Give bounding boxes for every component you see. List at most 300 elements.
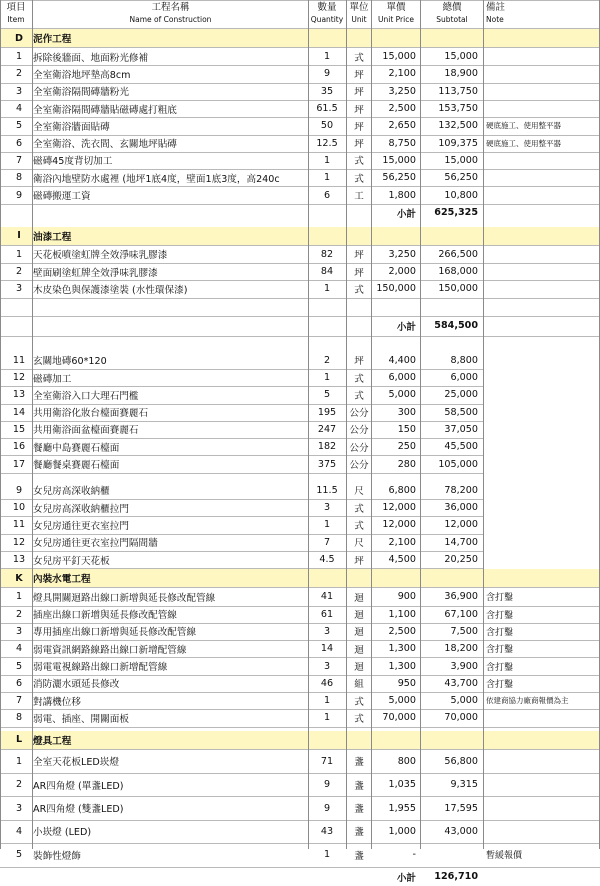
section-title: 內裝水電工程 [33, 574, 91, 586]
subtotal-label: 小計 [396, 872, 416, 884]
item-name: 磁磚搬運工資 [33, 191, 91, 203]
item-number: 13 [12, 554, 26, 566]
item-unit-price: - [412, 849, 416, 861]
item-unit: 式 [354, 696, 364, 708]
item-number: 11 [12, 354, 26, 366]
item-quantity: 9 [323, 779, 331, 791]
item-number: 3 [15, 625, 23, 637]
table-row [0, 404, 600, 421]
item-number: 4 [15, 643, 23, 655]
section-header-l [0, 731, 600, 749]
section-code: L [15, 734, 23, 746]
item-unit: 式 [354, 390, 364, 402]
column-divider [0, 0, 1, 29]
item-unit: 式 [354, 713, 364, 725]
item-unit: 坪 [354, 139, 364, 151]
table-row [0, 534, 600, 551]
item-name: 全室衛浴入口大理石門檻 [33, 390, 139, 402]
item-unit: 迴 [354, 644, 364, 656]
item-note [486, 796, 598, 819]
table-row [0, 640, 600, 657]
table-row [0, 48, 600, 65]
item-name: 木皮染色與保護漆塗裝 (水性環保漆) [33, 284, 188, 296]
item-name: 餐廳中島賽麗石檯面 [33, 442, 120, 454]
item-unit: 坪 [354, 267, 364, 279]
item-unit: 坪 [354, 104, 364, 116]
item-unit: 坪 [354, 555, 364, 567]
item-quantity: 195 [317, 406, 337, 418]
table-row [0, 773, 600, 796]
item-subtotal: 67,100 [444, 608, 478, 620]
item-subtotal: 14,700 [444, 536, 478, 548]
item-unit-price: 2,100 [388, 68, 416, 80]
item-number: 10 [12, 502, 26, 514]
row-divider [0, 298, 600, 299]
header-quantity-zh: 數量 [317, 2, 337, 13]
item-unit-price: 2,100 [388, 536, 416, 548]
subtotal-row-d [0, 204, 600, 222]
item-name: AR四角燈 (雙盞LED) [33, 804, 124, 816]
item-subtotal: 58,500 [444, 406, 478, 418]
item-number: 9 [15, 189, 23, 201]
table-row [0, 438, 600, 455]
table-row [0, 499, 600, 516]
item-quantity: 41 [320, 591, 334, 603]
table-row [0, 675, 600, 692]
item-unit-price: 2,650 [388, 120, 416, 132]
item-unit: 盞 [354, 827, 364, 839]
header-item-en: Item [7, 15, 25, 24]
table-row [0, 623, 600, 640]
section-header-k [0, 569, 600, 587]
table-row [0, 386, 600, 403]
item-name: AR四角燈 (單盞LED) [33, 780, 124, 792]
table-row [0, 455, 600, 472]
table-row [0, 796, 600, 819]
subtotal-label: 小計 [396, 208, 416, 220]
section-header-d [0, 29, 600, 47]
item-name: 全室衛浴牆面貼磚 [33, 121, 110, 133]
item-name: 共用衛浴化妝台檯面賽麗石 [33, 408, 149, 420]
header-price-zh: 單價 [386, 2, 406, 13]
column-divider [346, 0, 347, 29]
subtotal-row-l [0, 868, 600, 886]
item-unit-price: 4,500 [388, 554, 416, 566]
table-row [0, 588, 600, 605]
section-title: 燈具工程 [33, 735, 72, 747]
item-unit: 坪 [354, 87, 364, 99]
item-quantity: 182 [317, 441, 337, 453]
table-row [0, 369, 600, 386]
table-row [0, 186, 600, 203]
table-row [0, 709, 600, 726]
item-note [486, 246, 598, 263]
item-unit-price: 15,000 [382, 154, 416, 166]
item-number: 5 [15, 849, 23, 861]
item-subtotal: 36,900 [444, 591, 478, 603]
item-number: 4 [15, 103, 23, 115]
item-unit: 坪 [354, 69, 364, 81]
item-subtotal: 266,500 [438, 248, 478, 260]
header-name [33, 0, 308, 28]
item-subtotal: 18,200 [444, 643, 478, 655]
item-note: 暫緩報價 [486, 851, 523, 862]
item-subtotal: 109,375 [438, 137, 478, 149]
item-number: 4 [15, 825, 23, 837]
item-unit-price: 15,000 [382, 51, 416, 63]
header-subtotal-zh: 總價 [442, 2, 462, 13]
item-subtotal: 8,800 [450, 354, 478, 366]
item-number: 8 [15, 712, 23, 724]
item-unit-price: 2,500 [388, 625, 416, 637]
item-note: 含打鑿 [486, 645, 514, 656]
item-unit: 迴 [354, 592, 364, 604]
item-name: 對講機位移 [33, 696, 81, 708]
item-quantity: 82 [320, 248, 334, 260]
item-quantity: 12.5 [316, 137, 338, 149]
table-row [0, 606, 600, 623]
item-subtotal: 25,000 [444, 389, 478, 401]
table-row [0, 516, 600, 533]
item-unit-price: 280 [397, 458, 416, 470]
header-unit [347, 0, 371, 28]
item-unit-price: 4,400 [388, 354, 416, 366]
header-unit-en: Unit [351, 15, 367, 24]
item-name: 餐廳餐桌賽麗石檯面 [33, 460, 120, 472]
table-row [0, 692, 600, 709]
item-name: 弱電資訊網路線路出線口新增配管線 [33, 644, 187, 656]
item-unit: 尺 [354, 538, 364, 550]
item-subtotal: 20,250 [444, 554, 478, 566]
header-quantity [308, 0, 346, 28]
item-name: 磁磚45度背切加工 [33, 156, 113, 168]
header-price-en: Unit Price [378, 15, 414, 24]
item-quantity: 1 [323, 172, 331, 184]
item-unit-price: 1,955 [388, 802, 416, 814]
item-name: 共用衛浴面盆檯面賽麗石 [33, 425, 139, 437]
item-name: 女兒房通往更衣室拉門隔間牆 [33, 538, 158, 550]
item-subtotal: 168,000 [438, 266, 478, 278]
item-quantity: 14 [320, 643, 334, 655]
row-divider [0, 336, 600, 337]
item-number: 3 [15, 283, 23, 295]
item-number: 3 [15, 802, 23, 814]
item-quantity: 6 [323, 189, 331, 201]
item-number: 2 [15, 68, 23, 80]
item-unit: 式 [354, 173, 364, 185]
table-row [0, 152, 600, 169]
item-number: 1 [15, 248, 23, 260]
subtotal-value: 584,500 [434, 320, 478, 332]
header-note-zh: 備註 [486, 2, 506, 13]
item-name: 裝飾性燈飾 [33, 850, 81, 862]
item-quantity: 7 [323, 536, 331, 548]
item-subtotal: 153,750 [438, 103, 478, 115]
item-note [486, 65, 598, 82]
item-subtotal: 113,750 [438, 85, 478, 97]
header-name-zh: 工程名稱 [151, 2, 190, 13]
item-unit: 式 [354, 284, 364, 296]
item-note: 含打鑿 [486, 593, 514, 604]
item-number: 1 [15, 51, 23, 63]
item-number: 15 [12, 423, 26, 435]
subtotal-label: 小計 [396, 321, 416, 333]
column-divider [32, 0, 33, 29]
item-quantity: 1 [323, 372, 331, 384]
item-subtotal: 18,900 [444, 68, 478, 80]
item-unit: 工 [354, 191, 364, 203]
item-unit-price: 900 [397, 591, 416, 603]
item-note: 含打鑿 [486, 679, 514, 690]
column-divider [420, 29, 421, 849]
item-note: 硬底施工、使用整平器 [486, 121, 561, 131]
table-row [0, 169, 600, 186]
header-quantity-en: Quantity [310, 15, 344, 24]
header-note-en: Note [486, 15, 504, 24]
column-divider [371, 29, 372, 849]
item-quantity: 3 [323, 502, 331, 514]
item-name: 小崁燈 (LED) [33, 827, 92, 839]
item-name: 全室衛浴、洗衣間、玄關地坪貼磚 [33, 139, 177, 151]
table-row [0, 263, 600, 280]
section-code: I [17, 230, 21, 242]
item-quantity: 1 [323, 712, 331, 724]
item-unit: 式 [354, 52, 364, 64]
header-note [484, 0, 526, 28]
item-unit-price: 6,800 [388, 484, 416, 496]
item-quantity: 1 [323, 283, 331, 295]
item-note: 依建商協力廠商報價為主 [486, 696, 569, 706]
item-note [486, 169, 598, 186]
table-row [0, 820, 600, 843]
item-unit: 公分 [349, 442, 369, 454]
item-subtotal [430, 843, 478, 866]
item-note [486, 280, 598, 297]
section-header-i [0, 227, 600, 245]
item-name: 玄關地磚60*120 [33, 356, 107, 368]
item-unit-price: 8,750 [388, 137, 416, 149]
item-number: 12 [12, 372, 26, 384]
item-unit: 坪 [354, 250, 364, 262]
item-number: 14 [12, 406, 26, 418]
item-subtotal: 17,595 [444, 802, 478, 814]
item-quantity: 375 [317, 458, 337, 470]
item-subtotal: 3,900 [450, 660, 478, 672]
item-quantity: 84 [320, 266, 334, 278]
item-unit-price: 6,000 [388, 372, 416, 384]
item-quantity: 1 [323, 849, 331, 861]
item-name: 女兒房通往更衣室拉門 [33, 520, 129, 532]
subtotal-row-i [0, 317, 600, 335]
item-quantity: 61.5 [316, 103, 338, 115]
header-name-en: Name of Construction [129, 15, 212, 24]
item-note [486, 773, 598, 796]
item-unit: 盞 [354, 780, 364, 792]
row-divider [0, 0, 600, 1]
item-name: 消防灑水頭延長修改 [33, 679, 120, 691]
item-unit-price: 950 [397, 677, 416, 689]
item-name: 全室衛浴地坪墊高8cm [33, 69, 131, 81]
item-name: 女兒房平釘天花板 [33, 555, 110, 567]
item-name: 全室天花板LED崁燈 [33, 757, 119, 769]
item-unit-price: 12,000 [382, 519, 416, 531]
item-subtotal: 105,000 [438, 458, 478, 470]
item-number: 1 [15, 591, 23, 603]
table-row [0, 83, 600, 100]
item-unit-price: 3,250 [388, 248, 416, 260]
header-item-zh: 項目 [6, 2, 26, 13]
item-unit-price: 250 [397, 441, 416, 453]
item-unit-price: 1,300 [388, 643, 416, 655]
header-subtotal [421, 0, 483, 28]
row-divider [0, 473, 484, 474]
item-unit: 式 [354, 503, 364, 515]
table-row [0, 551, 600, 568]
item-quantity: 71 [320, 755, 334, 767]
item-unit: 公分 [349, 408, 369, 420]
table-row [0, 246, 600, 263]
item-unit-price: 150,000 [376, 283, 416, 295]
item-name: 弱電、插座、開關面板 [33, 713, 129, 725]
table-row [0, 100, 600, 117]
item-quantity: 2 [323, 354, 331, 366]
item-subtotal: 36,000 [444, 502, 478, 514]
item-name: 專用插座出線口新增與延長修改配管線 [33, 627, 197, 639]
item-number: 16 [12, 441, 26, 453]
item-name: 插座出線口新增與延長修改配管線 [33, 610, 177, 622]
item-name: 全室衛浴隔間磚牆貼磁磚處打粗底 [33, 104, 177, 116]
item-unit: 迴 [354, 662, 364, 674]
item-number: 6 [15, 677, 23, 689]
item-unit: 迴 [354, 610, 364, 622]
item-subtotal: 43,000 [444, 825, 478, 837]
header-unit-zh: 單位 [349, 2, 369, 13]
item-subtotal: 37,050 [444, 423, 478, 435]
item-name: 天花板噴塗虹牌全效淨味乳膠漆 [33, 250, 168, 262]
item-quantity: 1 [323, 154, 331, 166]
header-unit-price [372, 0, 420, 28]
item-number: 17 [12, 458, 26, 470]
item-unit-price: 800 [397, 755, 416, 767]
item-note [486, 152, 598, 169]
table-row [0, 117, 600, 134]
section-title: 油漆工程 [33, 231, 72, 243]
section-code: D [15, 32, 23, 44]
item-quantity: 9 [323, 802, 331, 814]
item-number: 2 [15, 608, 23, 620]
item-name: 拆除後牆面、地面粉光修補 [33, 52, 149, 64]
item-name: 磁磚加工 [33, 373, 72, 385]
item-note [486, 48, 598, 65]
item-number: 6 [15, 137, 23, 149]
item-subtotal: 78,200 [444, 484, 478, 496]
item-unit-price: 1,300 [388, 660, 416, 672]
column-divider [0, 29, 1, 849]
item-unit-price: 1,800 [388, 189, 416, 201]
item-unit-price: 1,035 [388, 779, 416, 791]
item-number: 8 [15, 172, 23, 184]
item-unit: 坪 [354, 356, 364, 368]
item-subtotal: 12,000 [444, 519, 478, 531]
item-note: 含打鑿 [486, 627, 514, 638]
column-divider [483, 29, 484, 849]
item-unit: 坪 [354, 121, 364, 133]
table-row [0, 65, 600, 82]
item-name: 女兒房高深收納櫃 [33, 486, 110, 498]
item-quantity: 11.5 [316, 484, 338, 496]
item-unit: 組 [354, 679, 364, 691]
table-row [0, 352, 600, 369]
item-number: 5 [15, 660, 23, 672]
item-quantity: 35 [320, 85, 334, 97]
item-quantity: 247 [317, 423, 337, 435]
item-subtotal: 56,250 [444, 172, 478, 184]
item-unit: 尺 [354, 486, 364, 498]
item-unit: 式 [354, 520, 364, 532]
item-subtotal: 132,500 [438, 120, 478, 132]
item-quantity: 4.5 [319, 554, 335, 566]
item-note [486, 750, 598, 773]
item-number: 2 [15, 779, 23, 791]
item-subtotal: 9,315 [450, 779, 478, 791]
item-name: 女兒房高深收納櫃拉門 [33, 503, 129, 515]
item-unit-price: 300 [397, 406, 416, 418]
item-unit-price: 150 [397, 423, 416, 435]
item-name: 弱電電視線路出線口新增配管線 [33, 662, 168, 674]
item-unit: 盞 [354, 804, 364, 816]
column-divider [32, 29, 33, 849]
section-title: 泥作工程 [33, 34, 72, 45]
item-number: 9 [15, 484, 23, 496]
item-name: 全室衛浴隔間磚牆粉光 [33, 87, 129, 99]
item-quantity: 43 [320, 825, 334, 837]
item-number: 7 [15, 154, 23, 166]
item-subtotal: 10,800 [444, 189, 478, 201]
item-unit-price: 2,000 [388, 266, 416, 278]
item-note [486, 83, 598, 100]
item-number: 2 [15, 266, 23, 278]
item-quantity: 3 [323, 660, 331, 672]
item-note [486, 263, 598, 280]
item-note: 含打鑿 [486, 610, 514, 621]
item-unit-price: 70,000 [382, 712, 416, 724]
item-subtotal: 150,000 [438, 283, 478, 295]
item-unit-price: 5,000 [388, 389, 416, 401]
header-item [0, 0, 32, 28]
item-subtotal: 56,800 [444, 755, 478, 767]
item-quantity: 61 [320, 608, 334, 620]
item-unit: 式 [354, 373, 364, 385]
item-name: 燈具開關迴路出線口新增與延長修改配管線 [33, 592, 216, 604]
item-subtotal: 6,000 [450, 372, 478, 384]
item-unit-price: 5,000 [388, 695, 416, 707]
item-unit-price: 12,000 [382, 502, 416, 514]
item-subtotal: 15,000 [444, 51, 478, 63]
item-quantity: 9 [323, 68, 331, 80]
item-quantity: 5 [323, 389, 331, 401]
item-number: 3 [15, 85, 23, 97]
item-number: 13 [12, 389, 26, 401]
item-note [486, 820, 598, 843]
item-quantity: 50 [320, 120, 334, 132]
table-row [0, 750, 600, 773]
column-divider [371, 0, 372, 29]
item-subtotal: 7,500 [450, 625, 478, 637]
item-subtotal: 70,000 [444, 712, 478, 724]
subtotal-value: 126,710 [434, 871, 478, 883]
header-subtotal-en: Subtotal [436, 15, 468, 24]
table-row [0, 843, 600, 866]
